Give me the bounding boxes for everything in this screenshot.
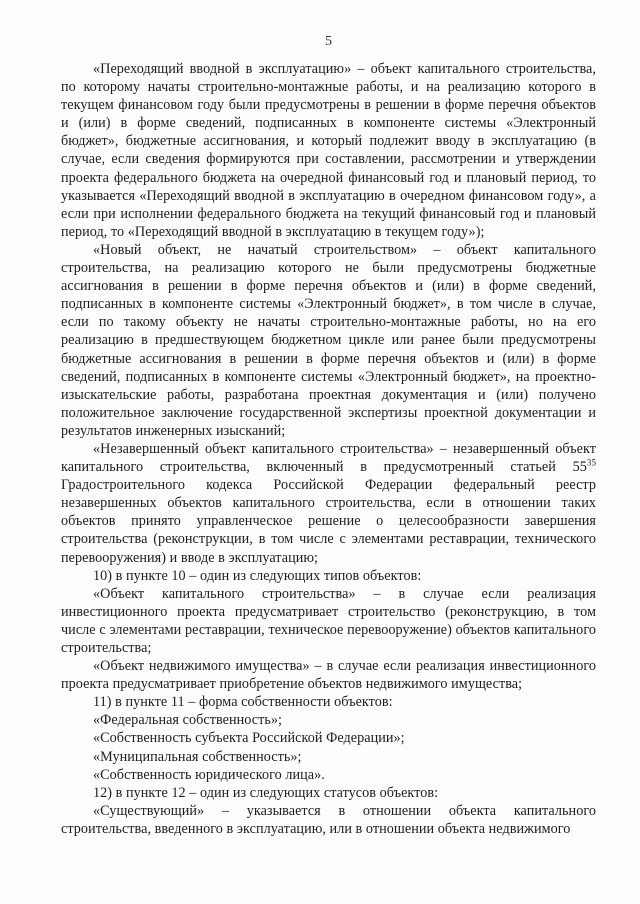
paragraph-item-11: 11) в пункте 11 – форма собственности объектов: <box>93 694 393 711</box>
paragraph-capital-object: «Объект капитального строительства» – в случае если реализация инвестиционного проекта предусматривает строительство (реконструкцию, в том числе с элементами реставрации, техническое перевооружение) объектов капитального строительства; <box>61 585 596 656</box>
paragraph-real-estate-object: «Объект недвижимого имущества» – в случае если реализация инвестиционного проекта предусматривает приобретение объектов недвижимого имущества; <box>61 658 596 693</box>
paragraph-existing-status: «Существующий» – указывается в отношении объекта капитального строительства, введенного в эксплуатацию, или в отношении объекта недвижимого <box>61 802 596 837</box>
paragraph-federal-ownership: «Федеральная собственность»; <box>93 712 283 729</box>
article-superscript: 35 <box>586 457 596 468</box>
page-number: 5 <box>325 34 332 49</box>
paragraph-item-10: 10) в пункте 10 – один из следующих типов объектов: <box>93 567 422 584</box>
paragraph-unfinished-object <box>61 440 596 567</box>
paragraph-new-object: «Новый объект, не начатый строительством» – объект капитального строительства, на реализацию которого не были предусмотрены бюджетные ассигнования в решении в форме перечня объектов и (или) в форме сведений, подписанных в компоненте системы «Электронный бюджет», в том числе в случае, если по такому объекту не начаты строительно-монтажные работы, но на его реализацию в предшествующем бюджетном цикле или ранее были предусмотрены бюджетные ассигнования в решении в форме перечня объектов и (или) в форме сведений, подписанных в компоненте системы «Электронный бюджет», на проектно-изыскательские работы, разработана проектная документация и (или) получено положительное заключение государственной экспертизы проектной документации и результатов инженерных изысканий; <box>61 241 596 439</box>
unfinished-text-after: Градостроительного кодекса Российской Федерации федеральный реестр незавершенных объектов капитального строительства, если в отношении таких объектов принято управленческое решение о целесообразности завершения строительства (реконструкции, в том числе с элементами реставрации, технического перевооружения) и вводе в эксплуатацию; <box>61 477 596 566</box>
paragraph-subject-ownership: «Собственность субъекта Российской Федерации»; <box>93 730 405 747</box>
paragraph-municipal-ownership: «Муниципальная собственность»; <box>93 748 302 765</box>
paragraph-legal-entity-ownership: «Собственность юридического лица». <box>93 766 325 783</box>
paragraph-item-12: 12) в пункте 12 – один из следующих статусов объектов: <box>93 784 439 801</box>
unfinished-text-before: «Незавершенный объект капитального строительства» – незавершенный объект капитального строительства, включенный в предусмотренный статьей 55 <box>61 440 596 476</box>
paragraph-transitional-object: «Переходящий вводной в эксплуатацию» – объект капитального строительства, по которому начаты строительно-монтажные работы, и на реализацию которого в текущем финансовом году были предусмотрены в решении в форме перечня объектов и (или) в форме сведений, подписанных в компоненте системы «Электронный бюджет», бюджетные ассигнования, и который подлежит вводу в эксплуатацию (в случае, если сведения формируются при составлении, рассмотрении и утверждении проекта федерального бюджета на очередной финансовый год и плановый период, то указывается «Переходящий вводной в эксплуатацию в очередном финансовом году», а если при исполнении федерального бюджета на текущий финансовый год и плановый период, то «Переходящий вводной в эксплуатацию в текущем году»); <box>61 61 596 240</box>
